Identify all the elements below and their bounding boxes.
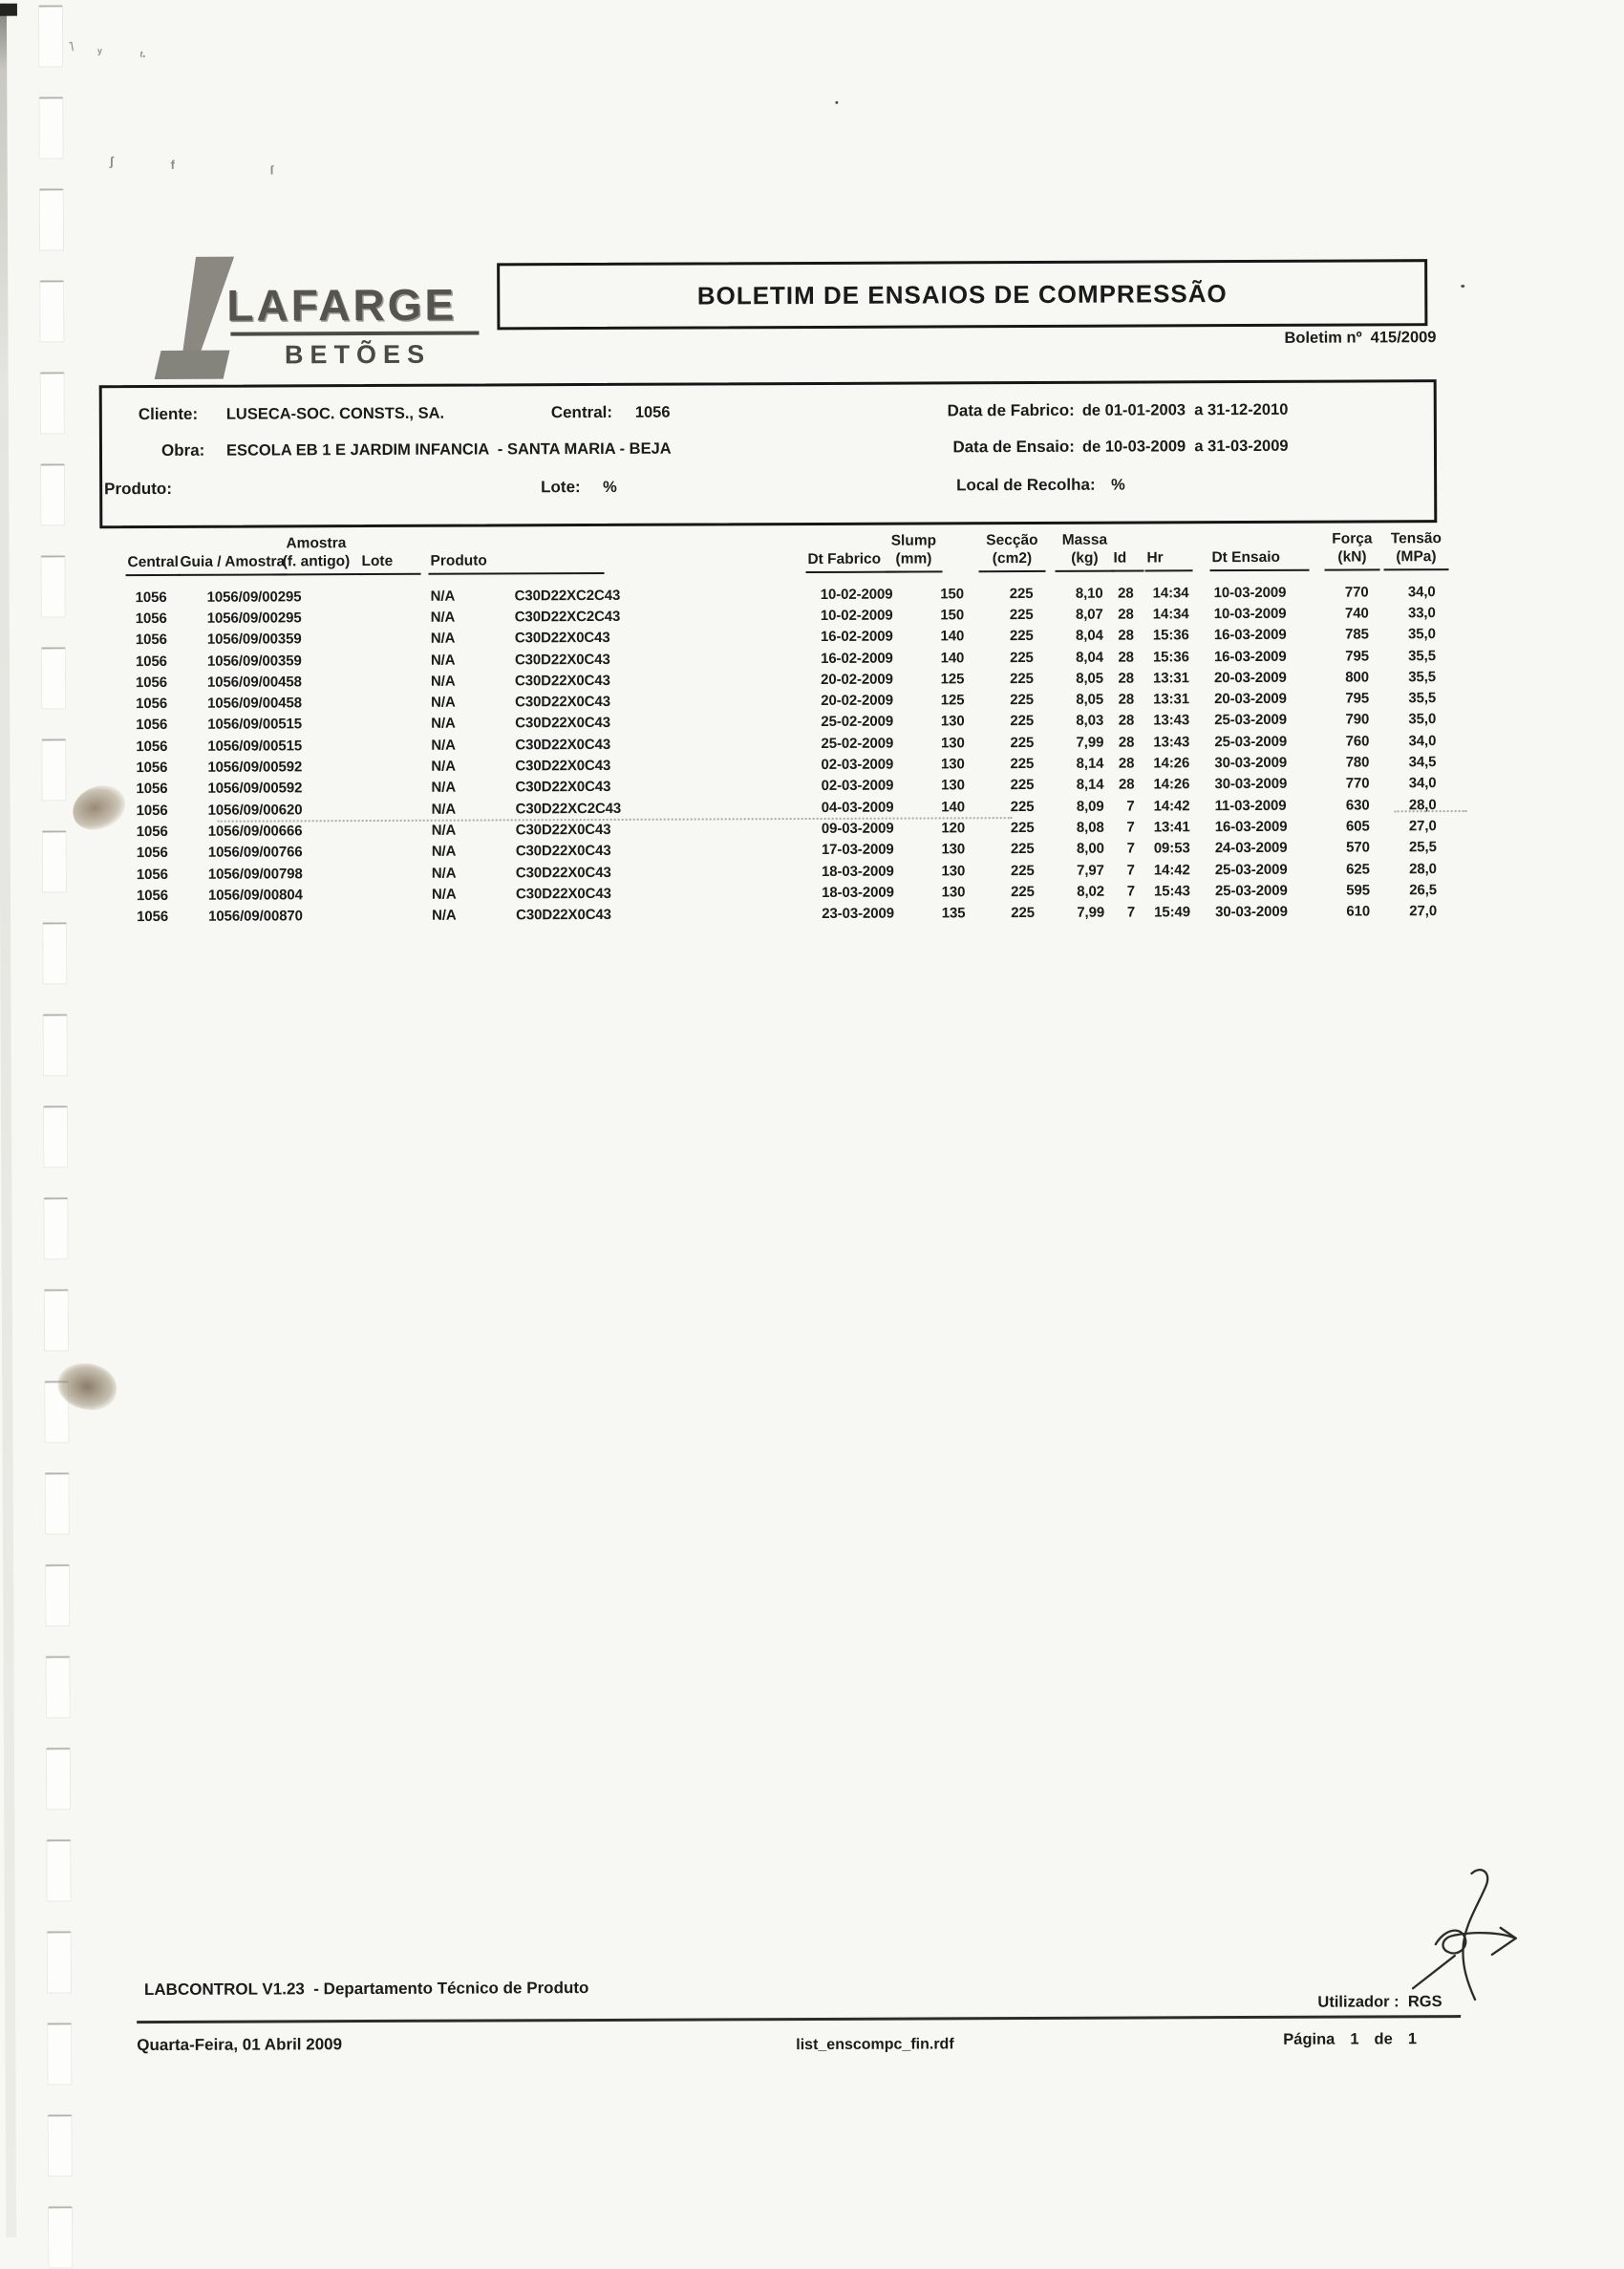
table-cell: 7,97 [1058,862,1118,878]
table-cell: N/A [413,631,470,647]
table-cell: N/A [413,780,470,796]
column-header: Amostra (f. antigo) [270,535,361,575]
column-header: Guia / Amostra [178,553,287,575]
binding-holes [0,0,1620,4]
scan-corner-artifact [0,4,17,16]
table-cell: 125 [919,671,986,687]
table-cell: 7 [1118,883,1148,899]
table-cell: C30D22XC2C43 [471,800,796,817]
table-cell: N/A [413,695,470,711]
table-cell: 7 [1118,862,1148,878]
table-header-row [0,522,1623,576]
table-cell: 34,0 [1380,584,1451,600]
header-info-box [99,379,1438,528]
binding-hole [41,738,66,801]
table-cell: 130 [919,756,986,772]
table-cell: 14:34 [1147,585,1207,601]
table-cell: 225 [987,905,1058,921]
table-cell: N/A [413,716,470,732]
table-cell: 225 [986,671,1058,687]
table-cell: 225 [986,756,1058,772]
table-cell: 625 [1332,861,1381,877]
table-cell: C30D22X0C43 [471,842,796,859]
utilizador-value: RGS [1408,1993,1442,2010]
table-cell: N/A [414,822,471,838]
table-cell: 740 [1331,605,1380,621]
table-cell: 795 [1331,648,1380,664]
table-cell: 20-02-2009 [795,693,919,710]
table-cell: 35,5 [1380,648,1451,664]
table-cell: 34,0 [1380,733,1451,749]
table-cell: 1056 [131,760,203,776]
table-cell: 14:26 [1147,777,1207,793]
table-cell: C30D22X0C43 [470,651,795,668]
table-cell: 8,05 [1058,692,1117,708]
table-cell: 34,5 [1380,754,1451,770]
column-header: Id [1111,550,1143,572]
table-cell: 595 [1332,882,1381,898]
table-cell: 1056 [132,845,203,861]
pencil-mark: ſ [270,162,274,177]
table-cell: 140 [919,650,986,666]
local-recolha-value: % [1111,477,1125,495]
table-cell: N/A [413,652,470,668]
page-edge-shadow [0,4,16,2237]
pencil-mark: f [171,158,175,172]
data-fabrico-value: de 01-01-2003 a 31-12-2010 [1082,401,1289,420]
table-cell: 30-03-2009 [1207,755,1331,772]
table-cell: 1056 [132,824,203,840]
table-cell: 800 [1331,669,1380,685]
binding-hole [45,1656,70,1718]
column-header: Hr [1144,549,1192,571]
table-cell: 1056/09/00295 [203,589,355,606]
table-cell: 13:31 [1147,691,1207,707]
central-label: Central: [551,403,612,422]
pencil-mark: ᵗ· [139,48,148,63]
table-cell: 27,0 [1381,903,1452,919]
scan-speck [1461,285,1464,288]
table-cell: 1056 [131,674,203,691]
table-cell: 7 [1118,905,1148,921]
table-cell: 225 [987,820,1058,836]
table-cell: 7 [1118,798,1148,814]
utilizador-label: Utilizador : [1317,1993,1407,2010]
table-cell: 770 [1331,776,1380,792]
table-cell: 8,02 [1058,883,1118,899]
table-cell: 09:53 [1148,840,1207,856]
binding-hole [44,1289,69,1351]
table-cell: 28 [1117,628,1147,644]
binding-hole [39,188,64,250]
table-cell: N/A [414,801,471,817]
page-of-label: de [1374,2030,1392,2047]
table-cell: 25-02-2009 [795,735,919,752]
table-cell: 13:31 [1147,670,1207,686]
table-cell: 28 [1117,713,1147,729]
page-label: Página [1283,2031,1335,2048]
table-cell: 1056/09/00515 [203,717,355,734]
table-cell: 15:36 [1147,627,1207,643]
page-current: 1 [1350,2031,1358,2048]
footer-app-info: LABCONTROL V1.23 - Departamento Técnico de Produto [144,1979,588,2000]
table-cell: 15:49 [1148,904,1207,920]
table-cell: 28 [1117,777,1147,793]
table-cell: 225 [986,649,1058,665]
column-header: Tensão (MPa) [1383,530,1448,570]
binding-hole [38,5,63,67]
footer-filename: list_enscompc_fin.rdf [796,2036,953,2054]
table-cell: 13:43 [1147,713,1207,729]
binding-hole [43,1197,68,1259]
table-cell: 225 [987,884,1058,900]
table-cell: 14:42 [1148,862,1207,878]
binding-hole [47,2023,72,2085]
binding-hole [40,463,65,525]
binding-hole [48,2114,73,2176]
table-cell: 1056 [132,888,203,904]
binding-hole [45,1564,70,1626]
table-cell: 1056 [131,610,203,627]
column-header: Dt Fabrico [805,551,910,573]
column-header: Central [125,554,181,576]
table-cell: 140 [919,628,986,644]
table-cell: 25-03-2009 [1207,733,1331,750]
table-row [132,900,1469,927]
table-cell: 28 [1117,734,1147,750]
table-cell: C30D22XC2C43 [470,608,795,625]
table-cell: N/A [413,673,470,689]
table-cell: 795 [1331,691,1380,707]
table-cell: 25,5 [1381,839,1452,855]
table-cell: 570 [1332,840,1381,856]
table-cell: 10-02-2009 [795,607,919,624]
table-cell: 09-03-2009 [796,820,920,837]
table-cell: 7,99 [1058,734,1117,750]
lafarge-logo-icon [140,257,241,383]
table-cell: 225 [986,777,1058,793]
brand-name: LAFARGE [226,279,457,332]
table-cell: N/A [413,737,470,753]
bulletin-label: Boletim nº [1284,329,1361,346]
cliente-label: Cliente: [139,405,198,424]
table-cell: 15:43 [1148,883,1207,899]
central-value: 1056 [635,404,671,422]
table-cell: 14:26 [1147,755,1207,771]
table-cell: 7 [1118,819,1148,835]
table-cell: 33,0 [1380,605,1451,621]
table-cell: 8,04 [1058,649,1117,665]
column-header: Produto [428,552,604,575]
table-cell: 15:36 [1147,649,1207,665]
table-cell: 35,0 [1380,712,1451,728]
table-cell: C30D22X0C43 [470,757,795,774]
document-title-box [497,259,1427,330]
column-header: Secção (cm2) [978,532,1045,572]
table-cell: 225 [986,607,1058,623]
table-cell: C30D22X0C43 [470,736,795,753]
table-cell: 8,14 [1058,756,1117,772]
obra-label: Obra: [161,441,204,460]
table-body [131,581,1470,928]
table-cell: 1056/09/00870 [203,908,356,925]
table-cell: 8,10 [1058,585,1117,601]
table-cell: N/A [414,908,471,924]
table-cell: 140 [920,799,987,815]
table-cell: 1056/09/00458 [203,695,355,712]
lote-value: % [603,479,617,497]
table-cell: 130 [920,841,987,857]
table-cell: 8,05 [1058,670,1117,686]
table-cell: 30-03-2009 [1207,776,1331,793]
column-header: Massa (kg) [1055,532,1114,572]
table-cell: 1056 [132,909,203,925]
table-cell: 1056/09/00359 [203,631,355,648]
brand-subtitle: BETÕES [234,340,481,371]
table-cell: 1056/09/00359 [203,653,355,670]
table-cell: 16-02-2009 [795,629,919,646]
binding-hole [43,1014,68,1076]
table-cell: 790 [1331,712,1380,728]
table-cell: 28,0 [1381,861,1452,877]
table-cell: 1056 [131,653,203,669]
obra-value: ESCOLA EB 1 E JARDIM INFANCIA - SANTA MARIA - BEJA [226,440,672,460]
binding-hole [41,647,66,709]
table-cell: 225 [986,586,1058,602]
table-cell: 26,5 [1381,882,1452,898]
table-cell: 28 [1117,692,1147,708]
table-cell: 225 [987,841,1058,857]
footer-divider [137,2015,1461,2023]
footer-page-indicator [1283,2030,1417,2049]
table-cell: 225 [986,735,1058,751]
table-cell: 35,0 [1380,626,1451,642]
table-cell: 11-03-2009 [1207,797,1332,814]
binding-hole [43,1105,68,1167]
table-cell: 17-03-2009 [796,842,920,859]
table-cell: 1056 [131,696,203,712]
table-cell: 02-03-2009 [795,778,919,795]
table-cell: 28 [1117,755,1147,771]
table-cell: 20-03-2009 [1207,691,1331,708]
table-cell: 25-03-2009 [1207,882,1332,899]
table-cell: 24-03-2009 [1207,840,1332,857]
table-cell: 760 [1331,733,1380,749]
table-cell: C30D22X0C43 [471,885,796,902]
table-cell: 35,5 [1380,690,1451,706]
table-cell: 16-03-2009 [1207,648,1331,665]
table-cell: 13:43 [1147,734,1207,750]
lote-label: Lote: [541,478,581,497]
table-cell: 8,09 [1058,798,1118,814]
table-cell: 16-03-2009 [1207,819,1332,836]
local-recolha-label: Local de Recolha: [956,476,1096,496]
bulletin-number-line [1228,329,1436,348]
table-cell: 1056 [131,738,203,754]
column-header: Slump (mm) [885,533,942,573]
table-cell: 130 [919,735,986,751]
table-cell: 1056/09/00295 [203,610,355,627]
table-cell: C30D22X0C43 [471,864,796,881]
table-cell: 1056/09/00620 [203,802,356,819]
table-cell: 130 [919,778,986,794]
table-cell: 35,5 [1380,669,1451,685]
table-cell: 13:41 [1148,819,1207,835]
table-cell: 20-03-2009 [1207,669,1331,686]
data-ensaio-value: de 10-03-2009 a 31-03-2009 [1082,438,1289,457]
table-cell: 630 [1332,797,1381,813]
table-cell: 1056/09/00592 [203,780,355,797]
table-cell: C30D22XC2C43 [470,587,795,604]
table-cell: 1056 [131,589,203,605]
table-cell: 785 [1331,627,1380,643]
table-cell: 1056/09/00515 [203,738,355,755]
table-cell: 1056/09/00592 [203,759,355,776]
table-cell: 1056 [131,781,203,797]
table-cell: 130 [920,863,987,879]
table-cell: 8,14 [1058,777,1117,793]
table-cell: 14:34 [1147,606,1207,622]
table-cell: 28,0 [1381,797,1452,813]
table-cell: 18-03-2009 [796,884,920,901]
table-cell: 225 [987,798,1058,814]
table-cell: 14:42 [1148,798,1207,814]
table-cell: 8,00 [1058,841,1118,857]
table-cell: 16-02-2009 [795,650,919,667]
table-cell: 04-03-2009 [796,799,920,816]
table-cell: 150 [919,607,986,623]
table-cell: 605 [1332,818,1381,834]
binding-hole [46,1839,71,1901]
binding-hole [47,1931,72,1993]
table-cell: 1056 [132,866,203,882]
table-cell: 1056 [131,631,203,648]
table-cell: C30D22X0C43 [471,821,796,838]
table-cell: 1056/09/00766 [203,844,356,861]
pencil-mark: ʃ [110,154,114,168]
table-cell: 7,99 [1058,905,1118,921]
table-cell: 120 [920,820,987,836]
table-cell: 28 [1117,649,1147,665]
footer-date: Quarta-Feira, 01 Abril 2009 [137,2035,342,2055]
table-cell: 30-03-2009 [1207,904,1332,921]
binding-hole [45,1472,70,1534]
data-fabrico-label: Data de Fabrico: [828,401,1075,421]
table-cell: N/A [414,844,471,860]
table-cell: N/A [414,865,471,881]
table-cell: 225 [986,692,1058,708]
table-cell: 1056/09/00666 [203,823,356,840]
produto-label: Produto: [104,480,172,499]
table-cell: 130 [920,884,987,900]
table-cell: C30D22X0C43 [471,906,796,923]
table-cell: 20-02-2009 [795,671,919,688]
binding-hole [38,96,63,159]
table-cell: 135 [920,905,987,921]
table-cell: 225 [986,713,1058,729]
table-cell: 02-03-2009 [795,757,919,774]
table-cell: N/A [413,588,470,604]
table-cell: 23-03-2009 [796,906,920,923]
table-cell: 18-03-2009 [796,863,920,880]
binding-hole [48,2206,73,2268]
brand-underline [230,332,479,336]
table-cell: C30D22X0C43 [470,672,795,689]
table-cell: 770 [1331,584,1380,600]
page-total: 1 [1408,2030,1417,2047]
table-cell: 150 [919,586,986,602]
column-header: Força (kN) [1324,531,1379,571]
table-cell: N/A [413,609,470,625]
table-cell: 8,07 [1058,607,1117,623]
table-cell: 10-02-2009 [795,586,919,603]
table-cell: 1056 [131,717,203,733]
table-cell: 780 [1331,754,1380,770]
table-cell: 10-03-2009 [1207,584,1331,601]
binding-hole [42,922,67,984]
table-cell: 16-03-2009 [1207,627,1331,644]
table-cell: 8,04 [1058,628,1117,644]
paper-stain [68,781,130,834]
pencil-mark: ʸ [97,45,102,59]
table-cell: N/A [413,759,470,775]
table-cell: 225 [987,862,1058,878]
table-cell: 1056/09/00804 [203,887,356,904]
pencil-mark: ˥ [68,39,75,54]
footer-user-line [1300,1975,1442,2030]
table-cell: 10-03-2009 [1207,606,1331,623]
table-cell: 1056 [132,802,203,818]
table-cell: 25-02-2009 [795,714,919,731]
table-cell: 130 [919,714,986,730]
table-cell: 8,08 [1058,820,1118,836]
table-cell: C30D22X0C43 [470,778,795,795]
data-ensaio-label: Data de Ensaio: [828,438,1075,458]
table-cell: 610 [1332,903,1381,919]
table-cell: C30D22X0C43 [470,714,795,731]
table-cell: 1056/09/00798 [203,866,356,883]
table-cell: 28 [1117,606,1147,622]
binding-hole [39,280,64,342]
binding-hole [46,1747,71,1809]
document-title: BOLETIM DE ENSAIOS DE COMPRESSÃO [697,279,1228,310]
binding-hole [42,830,67,892]
table-cell: 28 [1117,670,1147,686]
table-cell: 34,0 [1380,775,1451,791]
scan-speck [835,101,838,104]
table-cell: 1056/09/00458 [203,674,355,691]
column-header: Lote [359,553,420,575]
table-cell: N/A [414,886,471,902]
table-cell: 125 [919,692,986,708]
column-header: Dt Ensaio [1209,549,1309,571]
bulletin-number: 415/2009 [1371,329,1437,346]
table-cell: 225 [986,628,1058,644]
binding-hole [40,372,65,434]
table-cell: 28 [1117,585,1147,601]
table-cell: 25-03-2009 [1207,712,1331,729]
table-cell: 8,03 [1058,713,1117,729]
cliente-value: LUSECA-SOC. CONSTS., SA. [226,405,444,424]
table-cell: C30D22X0C43 [470,693,795,710]
table-cell: 27,0 [1381,818,1452,834]
table-cell: 25-03-2009 [1207,861,1332,878]
table-cell: C30D22X0C43 [470,629,795,646]
table-cell: 7 [1118,841,1148,857]
